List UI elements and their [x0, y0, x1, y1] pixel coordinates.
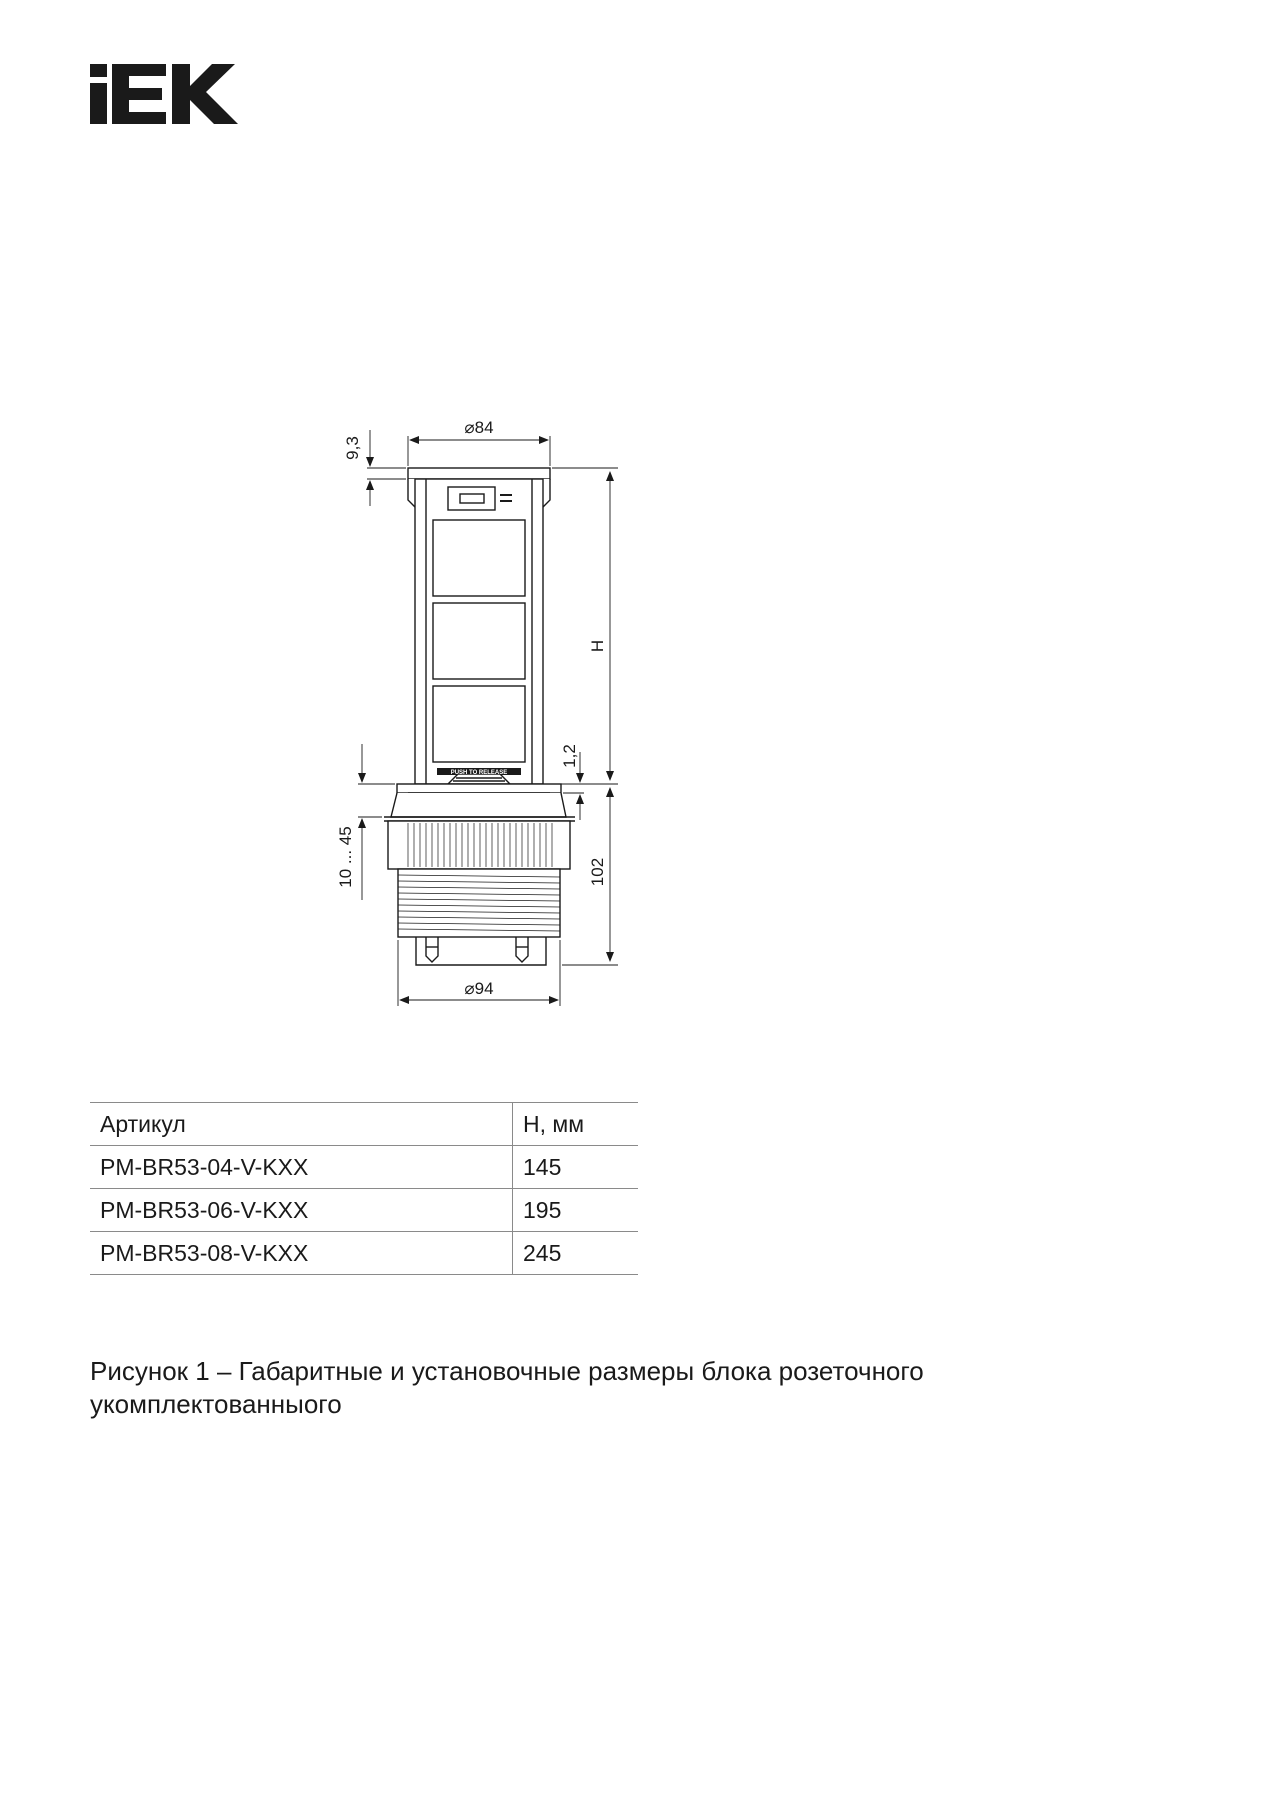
release-label: PUSH TO RELEASE: [450, 770, 508, 776]
dim-panel-range: 10 ... 45: [336, 826, 355, 888]
dim-top-diameter: ⌀84: [464, 418, 494, 437]
dim-body-depth: 102: [588, 857, 607, 887]
lid: [408, 468, 550, 479]
table-header-row: [90, 1103, 638, 1146]
cell-height: 195: [513, 1189, 639, 1232]
cell-article: PM-BR53-04-V-KXX: [90, 1146, 513, 1189]
header-article: Артикул: [90, 1103, 513, 1146]
dim-flange-thickness: 1,2: [560, 744, 579, 768]
socket-1: [433, 520, 525, 596]
dimension-drawing: [320, 400, 650, 1020]
dim-lid-thickness: 9,3: [343, 436, 362, 460]
spec-table: [90, 1102, 638, 1275]
dim-bottom-diameter: ⌀94: [464, 979, 494, 998]
header-height: H, мм: [513, 1103, 639, 1146]
dim-height: H: [588, 639, 607, 653]
cell-height: 145: [513, 1146, 639, 1189]
socket-2: [433, 603, 525, 679]
table-row: [90, 1232, 638, 1275]
bottom-clips: [416, 937, 546, 965]
table-row: [90, 1189, 638, 1232]
socket-3: [433, 686, 525, 762]
threaded-body: [398, 869, 560, 937]
nut: [388, 821, 570, 869]
figure-caption: Рисунок 1 – Габаритные и установочные размеры блока розеточного укомплектованныого: [90, 1356, 924, 1419]
cell-article: PM-BR53-08-V-KXX: [90, 1232, 513, 1275]
cell-article: PM-BR53-06-V-KXX: [90, 1189, 513, 1232]
iek-logo: [90, 64, 240, 124]
cell-height: 245: [513, 1232, 639, 1275]
table-row: [90, 1146, 638, 1189]
flange: [397, 784, 561, 793]
